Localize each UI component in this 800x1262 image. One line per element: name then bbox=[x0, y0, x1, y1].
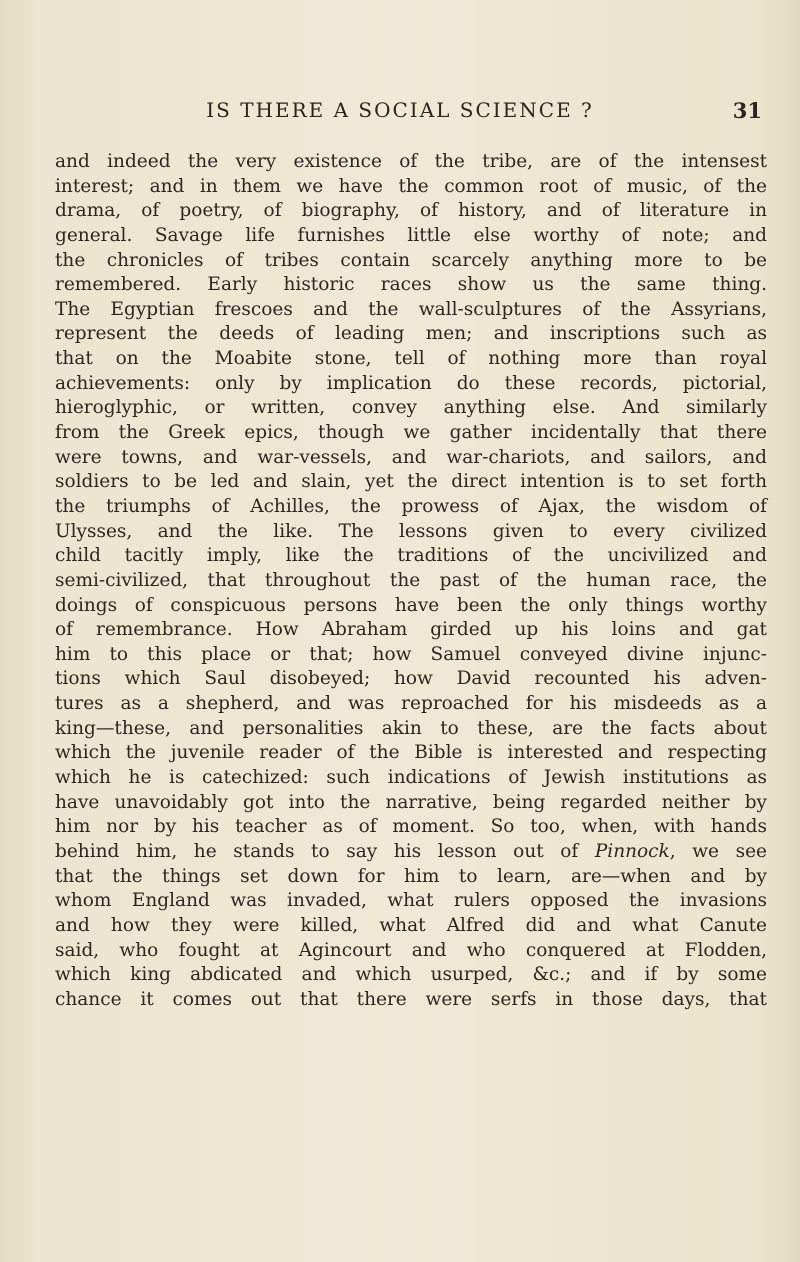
text-line: the triumphs of Achilles, the prowess of Ajax, the wisdom of bbox=[55, 495, 767, 517]
italic-title: Pinnock bbox=[578, 840, 670, 862]
text-line: and indeed the very existence of the tribe, are of the intensest bbox=[55, 151, 767, 172]
text-line: the chronicles of tribes contain scarcely anything more to be bbox=[55, 249, 767, 271]
text-line: interest; and in them we have the common root of music, of the bbox=[55, 175, 767, 197]
text-line: general. Savage life furnishes little else worthy of note; and bbox=[55, 224, 767, 246]
text-line: and how they were killed, what Alfred did and what Canute bbox=[55, 914, 767, 936]
text-line: remembered. Early historic races show us the same thing. bbox=[55, 274, 767, 296]
text-line: which he is catechized: such indications of Jewish institutions as bbox=[55, 767, 767, 789]
page-header bbox=[0, 98, 800, 128]
text-line: represent the deeds of leading men; and inscriptions such as bbox=[55, 323, 767, 345]
text-line: tures as a shepherd, and was reproached for his misdeeds as a bbox=[55, 693, 767, 715]
text-line: of remembrance. How Abraham girded up his loins and gat bbox=[55, 619, 767, 641]
text-line: soldiers to be led and slain, yet the direct intention is to set forth bbox=[55, 471, 767, 493]
text-line: achievements: only by implication do these records, pictorial, bbox=[55, 372, 767, 394]
text-line: semi-civilized, that throughout the past of the human race, the bbox=[55, 569, 767, 591]
text-line: king—these, and personalities akin to these, are the facts about bbox=[55, 717, 767, 739]
text-line: Ulysses, and the like. The lessons given to every civilized bbox=[55, 520, 767, 542]
text-line: said, who fought at Agincourt and who conquered at Flodden, bbox=[55, 939, 767, 961]
text-line: tions which Saul disobeyed; how David recounted his adven- bbox=[55, 668, 767, 690]
text-line: from the Greek epics, though we gather incidentally that there bbox=[55, 422, 767, 444]
text-line: doings of conspicuous persons have been the only things worthy bbox=[55, 594, 767, 616]
text-line: that the things set down for him to learn, are—when and by bbox=[55, 865, 767, 887]
page-number: 31 bbox=[732, 98, 762, 123]
text-line: behind him, he stands to say his lesson out of Pinnock, we see bbox=[55, 840, 767, 862]
running-title: IS THERE A SOCIAL SCIENCE ? bbox=[206, 98, 594, 122]
text-line: that on the Moabite stone, tell of nothing more than royal bbox=[55, 348, 767, 370]
italic-suffix: , we see bbox=[669, 840, 767, 862]
text-line: which the juvenile reader of the Bible is interested and respecting bbox=[55, 742, 767, 764]
text-line: whom England was invaded, what rulers opposed the invasions bbox=[55, 890, 767, 912]
text-line: The Egyptian frescoes and the wall-sculptures of the Assyrians, bbox=[55, 298, 767, 320]
text-line: were towns, and war-vessels, and war-chariots, and sailors, and bbox=[55, 446, 767, 468]
body-paragraph bbox=[55, 150, 767, 1012]
text-line: drama, of poetry, of biography, of history, and of literature in bbox=[55, 200, 767, 222]
text-line: child tacitly imply, like the traditions of the uncivilized and bbox=[55, 545, 767, 567]
text-line: him nor by his teacher as of moment. So too, when, with hands bbox=[55, 816, 767, 838]
text-line: him to this place or that; how Samuel conveyed divine injunc- bbox=[55, 643, 767, 665]
text-line: which king abdicated and which usurped, &c.; and if by some bbox=[55, 964, 767, 986]
text-line: have unavoidably got into the narrative, being regarded neither by bbox=[55, 791, 767, 813]
text-line: hieroglyphic, or written, convey anything else. And similarly bbox=[55, 397, 767, 419]
text-line: chance it comes out that there were serfs in those days, that bbox=[55, 988, 767, 1010]
